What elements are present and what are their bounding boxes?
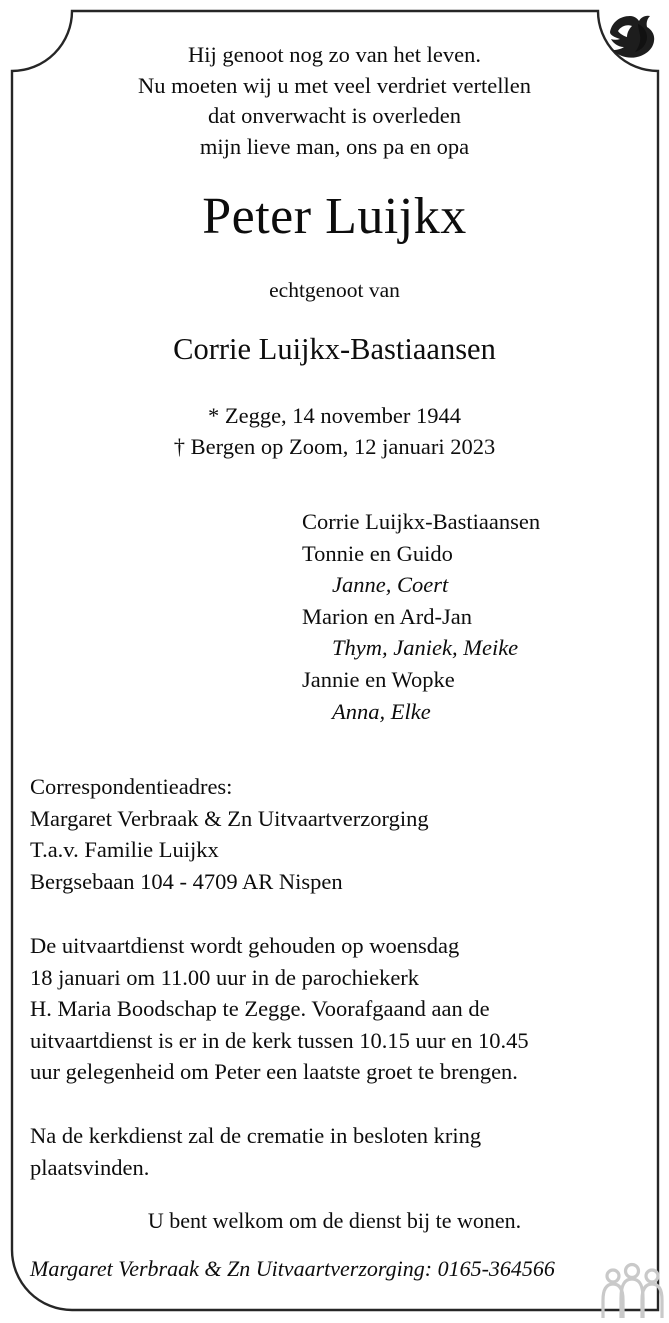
family-entry-names-0: Corrie Luijkx-Bastiaansen <box>302 509 541 534</box>
birth-date: * Zegge, 14 november 1944 <box>207 403 462 428</box>
address-line-3: Bergsebaan 104 - 4709 AR Nispen <box>30 868 343 894</box>
cremation-line-2: plaatsvinden. <box>30 1154 150 1180</box>
intro-line-3: dat onverwacht is overleden <box>207 103 462 128</box>
service-line-3: H. Maria Boodschap te Zegge. Voorafgaand aan de <box>30 996 490 1021</box>
family-entry-children-2: Thym, Janiek, Meike <box>332 635 519 661</box>
funeral-service-details <box>30 930 649 1088</box>
spouse-name: Corrie Luijkx-Bastiaansen <box>173 332 496 366</box>
family-entry-children-3: Anna, Elke <box>332 698 431 724</box>
address-label: Correspondentieadres: <box>30 774 233 799</box>
welcome-message: U bent welkom om de dienst bij te wonen. <box>147 1208 522 1233</box>
dove-icon <box>600 6 662 66</box>
family-entry-children-1: Janne, Coert <box>332 572 449 598</box>
intro-verse <box>20 40 649 162</box>
correspondence-address <box>30 771 649 897</box>
family-entry-names-2: Marion en Ard-Jan <box>302 603 472 629</box>
service-line-1: De uitvaartdienst wordt gehouden op woensdag <box>30 933 460 958</box>
service-line-5: uur gelegenheid om Peter een laatste groet te brengen. <box>30 1059 518 1084</box>
cremation-line-1: Na de kerkdienst zal de crematie in besloten kring <box>30 1123 482 1148</box>
death-date: † Bergen op Zoom, 12 januari 2023 <box>173 434 496 459</box>
address-line-2: T.a.v. Familie Luijkx <box>30 837 219 862</box>
cremation-details <box>30 1120 649 1183</box>
surviving-family-list <box>302 506 649 727</box>
intro-line-2: Nu moeten wij u met veel verdriet vertellen <box>138 72 531 98</box>
service-line-4: uitvaartdienst is er in de kerk tussen 10.15 uur en 10.45 <box>30 1027 529 1053</box>
family-entry-names-3: Jannie en Wopke <box>302 666 455 692</box>
address-line-1: Margaret Verbraak & Zn Uitvaartverzorging <box>30 805 429 831</box>
intro-line-4: mijn lieve man, ons pa en opa <box>199 133 470 159</box>
life-dates <box>20 400 649 462</box>
service-line-2: 18 januari om 11.00 uur in de parochiekerk <box>30 964 420 990</box>
undertaker-contact: Margaret Verbraak & Zn Uitvaartverzorging: 0165-364566 <box>30 1256 555 1281</box>
deceased-name: Peter Luijkx <box>202 188 467 245</box>
intro-line-1: Hij genoot nog zo van het leven. <box>187 42 482 67</box>
family-entry-names-1: Tonnie en Guido <box>302 540 453 566</box>
spouse-relation-label: echtgenoot van <box>269 278 400 302</box>
